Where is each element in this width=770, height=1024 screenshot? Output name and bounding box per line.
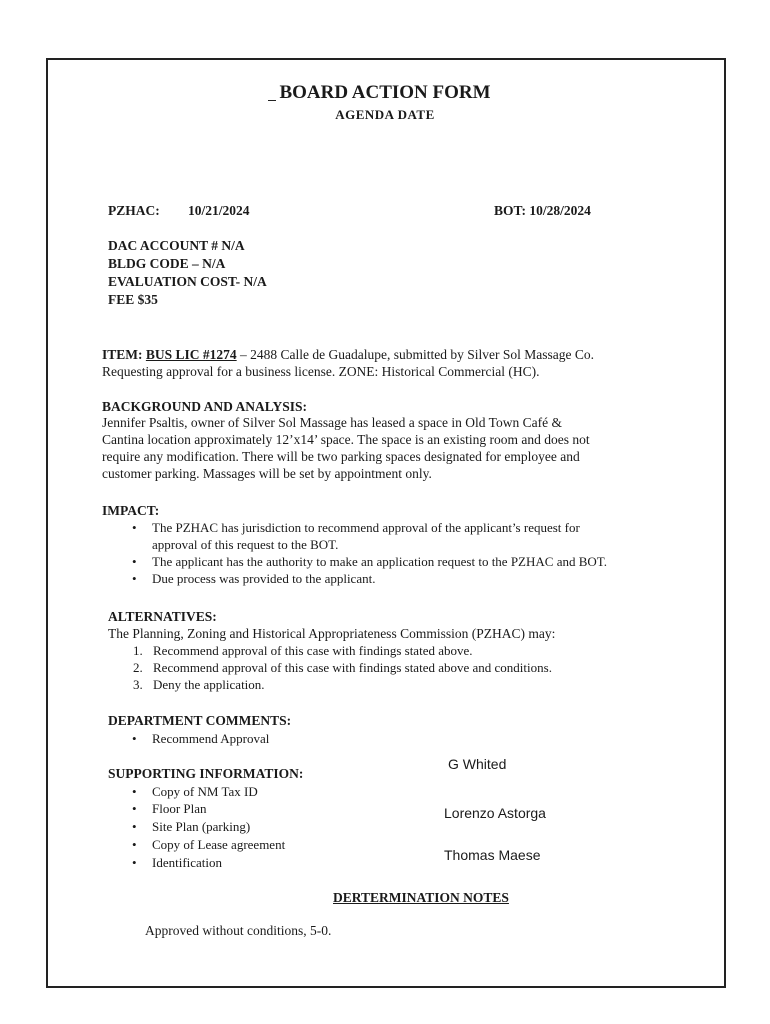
supporting-item: • Copy of NM Tax ID <box>132 784 258 799</box>
impact-item: • The PZHAC has jurisdiction to recommend approval of the applicant’s request for <box>132 520 580 535</box>
business-license-number: BUS LIC #1274 <box>145 347 237 362</box>
determination-note: Approved without conditions, 5-0. <box>145 923 332 938</box>
alternatives-intro: The Planning, Zoning and Historical Appropriateness Commission (PZHAC) may: <box>108 626 556 641</box>
impact-item: • The applicant has the authority to make an application request to the PZHAC and BOT. <box>132 554 607 569</box>
item-label: ITEM: <box>102 347 143 362</box>
alternative-item <box>133 660 552 676</box>
determination-notes-heading: DERTERMINATION NOTES <box>333 890 509 905</box>
impact-item-text: The PZHAC has jurisdiction to recommend approval of the applicant’s request for <box>152 520 580 535</box>
impact-heading: IMPACT: <box>102 503 160 518</box>
title-underline-mark <box>268 100 276 101</box>
supporting-item: • Floor Plan <box>132 801 207 816</box>
supporting-item-text: Copy of Lease agreement <box>152 837 286 852</box>
supporting-item-text: Site Plan (parking) <box>152 819 251 834</box>
alternative-item <box>133 643 473 659</box>
background-line: Jennifer Psaltis, owner of Silver Sol Massage has leased a space in Old Town Café & <box>102 415 562 430</box>
item-line-2: Requesting approval for a business license. ZONE: Historical Commercial (HC). <box>102 364 540 379</box>
supporting-item: • Copy of Lease agreement <box>132 837 286 852</box>
alternative-item <box>133 677 265 693</box>
pzhac-label: PZHAC: <box>108 203 160 218</box>
supporting-item-text: Identification <box>152 855 223 870</box>
background-line: customer parking. Massages will be set by appointment only. <box>102 466 432 481</box>
alternative-text: Recommend approval of this case with findings stated above and conditions. <box>153 660 552 675</box>
board-member-name: G Whited <box>448 756 507 772</box>
background-line: require any modification. There will be two parking spaces designated for employee and <box>102 449 580 464</box>
impact-item-continued: approval of this request to the BOT. <box>152 537 339 552</box>
impact-item: • Due process was provided to the applicant. <box>132 571 376 586</box>
department-comments-heading: DEPARTMENT COMMENTS: <box>108 713 292 728</box>
bot-date: BOT: 10/28/2024 <box>494 203 591 218</box>
alternative-text: Recommend approval of this case with findings stated above. <box>153 643 473 658</box>
board-member-name: Lorenzo Astorga <box>444 805 546 821</box>
fee: FEE $35 <box>108 292 158 307</box>
alternative-number: 3. <box>133 677 143 692</box>
supporting-item: • Site Plan (parking) <box>132 819 251 834</box>
item-line-1 <box>102 346 594 363</box>
form-title: BOARD ACTION FORM <box>279 82 491 103</box>
evaluation-cost: EVALUATION COST- N/A <box>108 274 267 289</box>
department-comment: • Recommend Approval <box>132 731 270 746</box>
supporting-information-heading: SUPPORTING INFORMATION: <box>108 766 304 781</box>
dac-account: DAC ACCOUNT # N/A <box>108 238 245 253</box>
alternatives-heading: ALTERNATIVES: <box>108 609 217 624</box>
agenda-date-label: AGENDA DATE <box>335 107 435 122</box>
supporting-item-text: Floor Plan <box>152 801 207 816</box>
supporting-item-text: Copy of NM Tax ID <box>152 784 258 799</box>
impact-item-text: The applicant has the authority to make an application request to the PZHAC and BOT. <box>152 554 607 569</box>
supporting-item: • Identification <box>132 855 223 870</box>
department-comment-text: Recommend Approval <box>152 731 270 746</box>
alternative-number: 1. <box>133 643 143 658</box>
item-address: – 2488 Calle de Guadalupe, submitted by Silver Sol Massage Co. <box>236 347 594 362</box>
alternative-number: 2. <box>133 660 143 675</box>
board-member-name: Thomas Maese <box>444 847 541 863</box>
bldg-code: BLDG CODE – N/A <box>108 256 226 271</box>
background-line: Cantina location approximately 12’x14’ space. The space is an existing room and does not <box>102 432 590 447</box>
alternative-text: Deny the application. <box>153 677 265 692</box>
background-heading: BACKGROUND AND ANALYSIS: <box>102 399 308 414</box>
impact-item-text: Due process was provided to the applicant. <box>152 571 376 586</box>
pzhac-date: 10/21/2024 <box>188 203 250 218</box>
